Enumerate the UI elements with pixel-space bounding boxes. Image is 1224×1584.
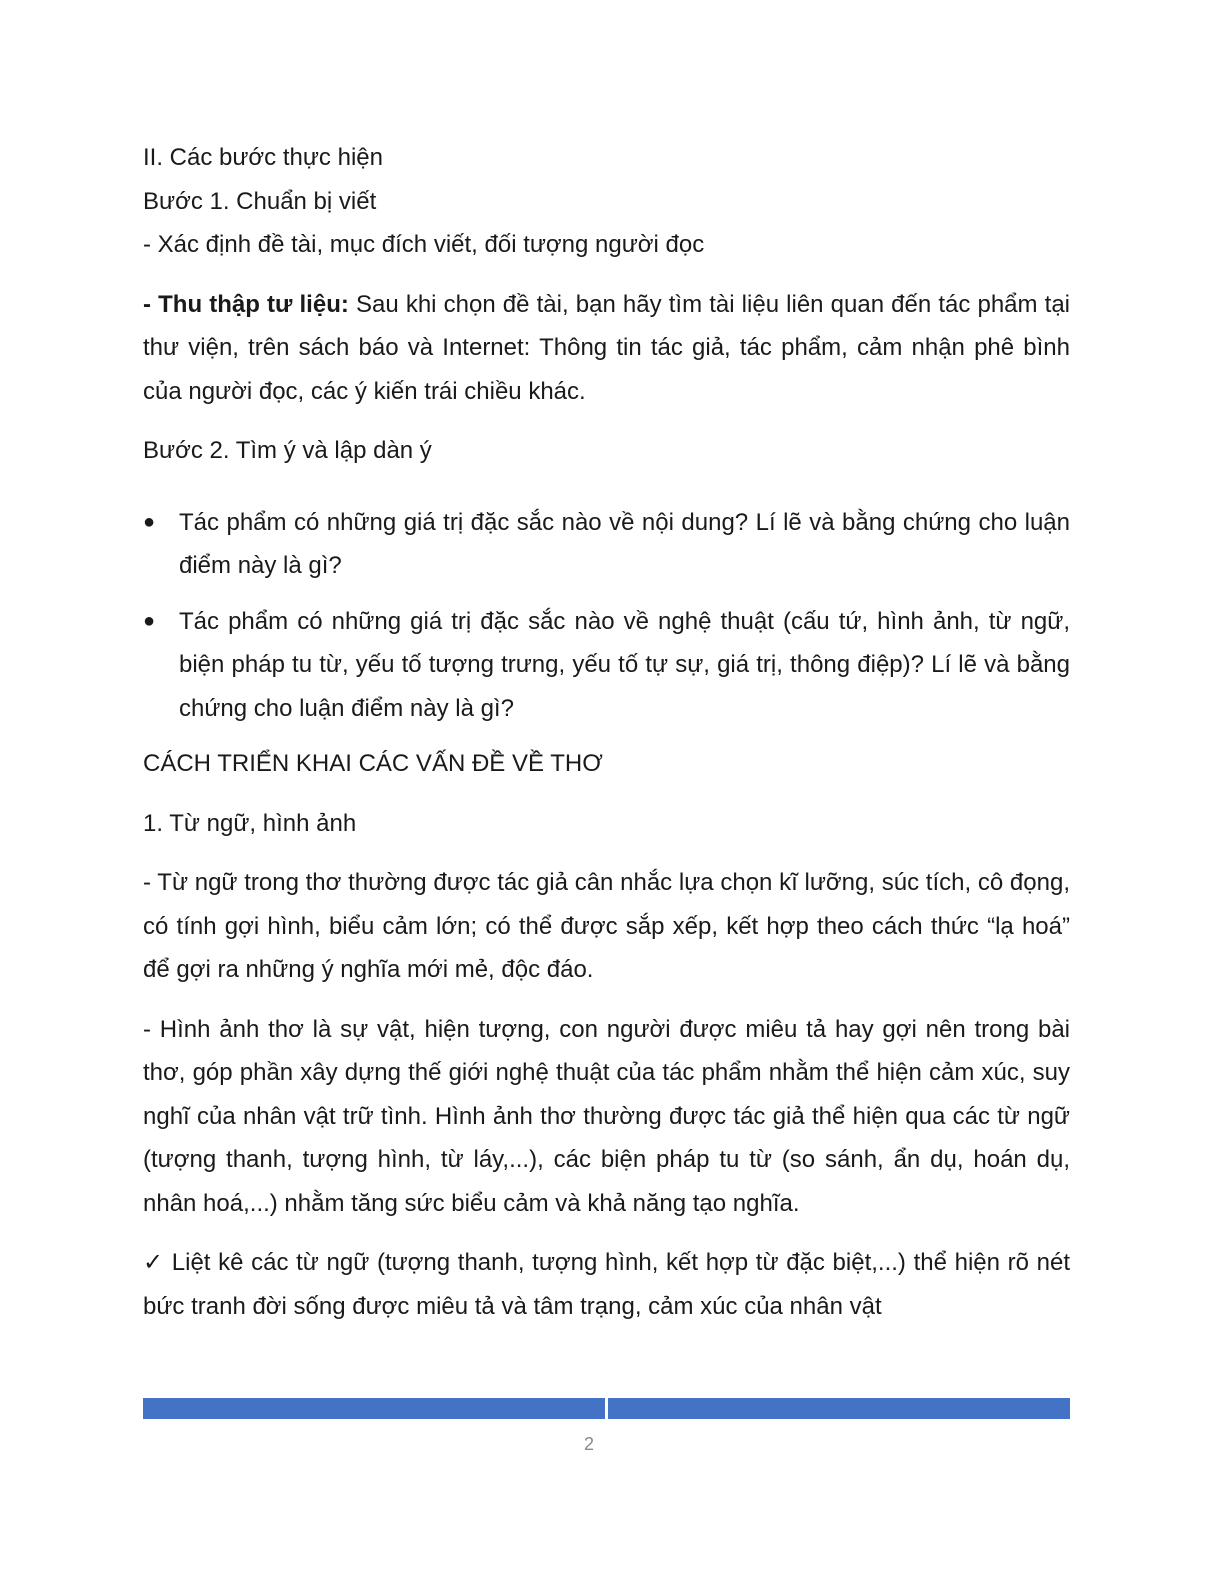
poetry-section-title: CÁCH TRIỂN KHAI CÁC VẤN ĐỀ VỀ THƠ <box>143 750 603 777</box>
bullet-text: Tác phẩm có những giá trị đặc sắc nào về nghệ thuật (cấu tứ, hình ảnh, từ ngữ, biện pháp tu từ, yếu tố tượng trưng, yếu tố tự sự, giá trị, thông điệp)? Lí lẽ và bằng chứng cho luận điểm này là gì? <box>179 607 1070 722</box>
bullet-icon: ● <box>143 510 156 533</box>
paragraph-words: - Từ ngữ trong thơ thường được tác giả cân nhắc lựa chọn kĩ lưỡng, súc tích, cô đọng, có tính gợi hình, biểu cảm lớn; có thể được sắp xếp, kết hợp theo cách thức “lạ hoá” để gợi ra những ý nghĩa mới mẻ, độc đáo. <box>143 869 1070 983</box>
bullet-text: Tác phẩm có những giá trị đặc sắc nào về nội dung? Lí lẽ và bằng chứng cho luận điểm này là gì? <box>179 508 1070 579</box>
page-number: 2 <box>583 1434 594 1454</box>
paragraph-images: - Hình ảnh thơ là sự vật, hiện tượng, con người được miêu tả hay gợi nên trong bài thơ, góp phần xây dựng thế giới nghệ thuật của tác phẩm nhằm thể hiện cảm xúc, suy nghĩ của nhân vật trữ tình. Hình ảnh thơ thường được tác giả thể hiện qua các từ ngữ (tượng thanh, tượng hình, từ láy,...), các biện pháp tu từ (so sánh, ẩn dụ, hoán dụ, nhân hoá,...) nhằm tăng sức biểu cảm và khả năng tạo nghĩa. <box>143 1015 1070 1217</box>
step2-title: Bước 2. Tìm ý và lập dàn ý <box>143 437 432 464</box>
section-title: II. Các bước thực hiện <box>143 144 383 171</box>
footer-bar <box>143 1398 1070 1419</box>
subsection-title: 1. Từ ngữ, hình ảnh <box>143 809 357 837</box>
list-item <box>143 600 1070 731</box>
step1-title: Bước 1. Chuẩn bị viết <box>143 187 377 215</box>
list-item <box>143 501 1070 588</box>
step1-item-research <box>143 283 1070 414</box>
step2-bullet-list <box>143 501 1070 731</box>
bullet-icon: ● <box>143 609 156 632</box>
step1-item-topic: - Xác định đề tài, mục đích viết, đối tượng người đọc <box>143 231 705 258</box>
footer-bar-left <box>143 1398 605 1419</box>
footer-bar-right <box>608 1398 1070 1419</box>
research-text: Sau khi chọn đề tài, bạn hãy tìm tài liệu liên quan đến tác phẩm tại thư viện, trên sách báo và Internet: Thông tin tác giả, tác phẩm, cảm nhận phê bình của người đọc, các ý kiến trái chiều khác. <box>143 290 1070 405</box>
research-label: - Thu thập tư liệu: <box>143 290 349 318</box>
paragraph-checklist: ✓ Liệt kê các từ ngữ (tượng thanh, tượng hình, kết hợp từ đặc biệt,...) thể hiện rõ nét bức tranh đời sống được miêu tả và tâm trạng, cảm xúc của nhân vật <box>143 1249 1070 1320</box>
document-body <box>143 136 1070 1328</box>
